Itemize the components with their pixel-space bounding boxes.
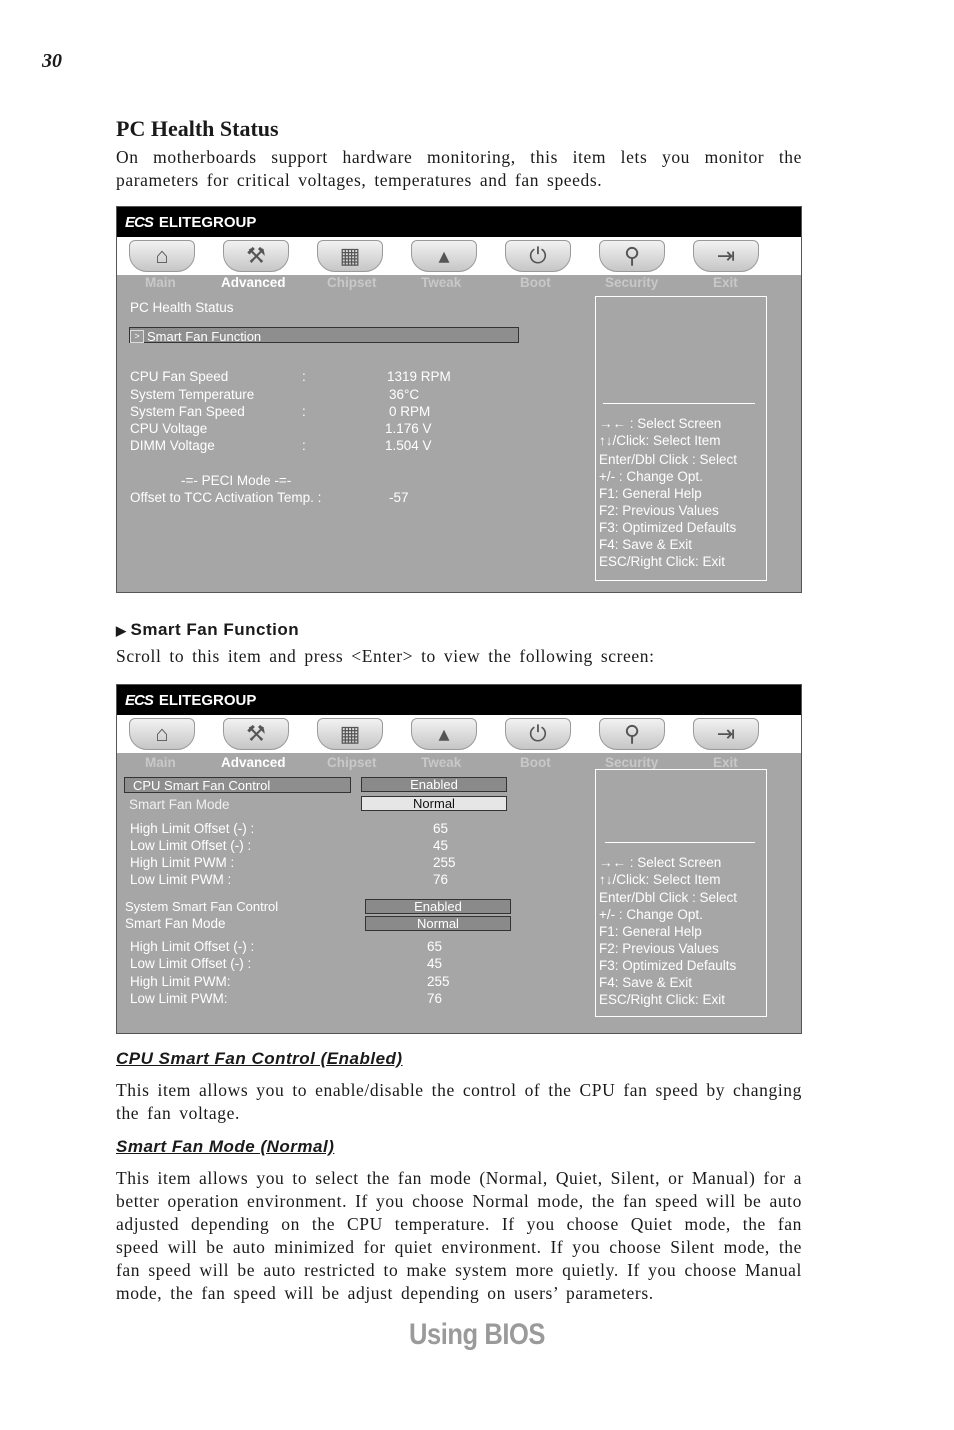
row-value: 1.176 V xyxy=(385,421,432,436)
tab-exit[interactable] xyxy=(687,717,765,751)
cpu-control-label: CPU Smart Fan Control xyxy=(133,778,271,793)
tab-label-tweak[interactable]: Tweak xyxy=(421,755,462,770)
tab-label-tweak[interactable]: Tweak xyxy=(421,275,462,290)
screen-heading: PC Health Status xyxy=(130,300,234,315)
row-label: DIMM Voltage xyxy=(130,438,215,453)
row-label: CPU Voltage xyxy=(130,421,208,436)
help-line: ↑↓/Click: Select Item xyxy=(599,433,721,448)
home-icon: ⌂ xyxy=(129,718,195,750)
tab-tweak[interactable] xyxy=(405,239,483,273)
row-value: 1.504 V xyxy=(385,438,432,453)
help-line: +/- : Change Opt. xyxy=(599,469,703,484)
row-label: System Temperature xyxy=(130,387,255,402)
tab-label-chipset[interactable]: Chipset xyxy=(327,755,377,770)
menu-item-label: Smart Fan Function xyxy=(147,329,262,344)
row-value: 0 RPM xyxy=(389,404,431,419)
row-value: 45 xyxy=(433,838,449,853)
tab-label-chipset[interactable]: Chipset xyxy=(327,275,377,290)
row-label: Low Limit Offset (-) : xyxy=(130,838,252,853)
tab-security[interactable] xyxy=(593,717,671,751)
wrench-icon: ⚒ xyxy=(223,240,289,272)
bios-header xyxy=(117,207,801,237)
sys-control-value[interactable]: Enabled xyxy=(365,899,511,914)
tab-label-exit[interactable]: Exit xyxy=(713,275,738,290)
tab-security[interactable] xyxy=(593,239,671,273)
exit-door-icon: ⇥ xyxy=(693,240,759,272)
row-value: 255 xyxy=(433,855,456,870)
help-line: F3: Optimized Defaults xyxy=(599,958,737,973)
cpu-mode-value[interactable]: Normal xyxy=(361,796,507,811)
row-value: 65 xyxy=(433,821,449,836)
tab-label-main[interactable]: Main xyxy=(145,275,176,290)
row-value: 36°C xyxy=(389,387,420,402)
sys-mode-label: Smart Fan Mode xyxy=(125,916,226,931)
ecs-logo: ECS xyxy=(125,691,153,709)
row-label: System Fan Speed xyxy=(130,404,245,419)
cpu-control-heading: CPU Smart Fan Control (Enabled) xyxy=(116,1049,403,1068)
chart-icon: ▴ xyxy=(411,718,477,750)
tab-boot[interactable] xyxy=(499,239,577,273)
help-divider xyxy=(605,842,755,843)
smart-fan-menu-item[interactable] xyxy=(129,327,519,343)
bios-header xyxy=(117,685,801,715)
help-line: Enter/Dbl Click : Select xyxy=(599,452,738,467)
cpu-control-value[interactable]: Enabled xyxy=(361,777,507,792)
tab-advanced[interactable] xyxy=(217,717,295,751)
page-number: 30 xyxy=(42,50,62,72)
row-value: 45 xyxy=(427,956,443,971)
help-divider xyxy=(603,403,755,404)
tab-main[interactable] xyxy=(123,717,201,751)
tab-boot[interactable] xyxy=(499,717,577,751)
sys-control-label: System Smart Fan Control xyxy=(125,899,279,914)
row-label: Low Limit PWM : xyxy=(130,872,232,887)
key-icon: ⚲ xyxy=(599,718,665,750)
fan-mode-paragraph: This item allows you to select the fan mode (Normal, Quiet, Silent, or Manual) for a better operation environment. If you choose Normal mode, the fan speed will be auto adjusted depending on the CPU temperature. If you choose Quiet mode, the fan speed will be auto minimized for quiet environment. If you choose Silent mode, the fan speed will be auto restricted to make system more quietly. If you choose Manual mode, the fan speed will be adjust depending on users’ parameters. xyxy=(116,1168,802,1303)
chart-icon: ▴ xyxy=(411,240,477,272)
tab-label-advanced[interactable]: Advanced xyxy=(221,275,286,290)
submenu-arrow-icon: > xyxy=(130,330,144,343)
help-line: F4: Save & Exit xyxy=(599,975,693,990)
bios-screen-health xyxy=(116,206,802,593)
section-title: PC Health Status xyxy=(116,116,279,141)
footer-title: Using BIOS xyxy=(408,1318,545,1351)
help-line: F2: Previous Values xyxy=(599,503,719,518)
wrench-icon: ⚒ xyxy=(223,718,289,750)
tab-label-boot[interactable]: Boot xyxy=(520,275,551,290)
row-label: High Limit PWM : xyxy=(130,855,235,870)
sys-mode-value[interactable]: Normal xyxy=(365,916,511,931)
cpu-smart-fan-control-row[interactable] xyxy=(124,777,351,793)
tab-label-security[interactable]: Security xyxy=(605,275,659,290)
tab-label-advanced[interactable]: Advanced xyxy=(221,755,286,770)
row-value: 65 xyxy=(427,939,443,954)
help-line: +/- : Change Opt. xyxy=(599,907,703,922)
help-line: ESC/Right Click: Exit xyxy=(599,992,726,1007)
tab-chipset[interactable] xyxy=(311,717,389,751)
intro-paragraph: On motherboards support hardware monitoring, this item lets you monitor the parameters for critical voltages, temperatures and fan speeds. xyxy=(116,147,802,190)
help-line: F3: Optimized Defaults xyxy=(599,520,737,535)
row-sep: : xyxy=(302,438,306,453)
tab-label-main[interactable]: Main xyxy=(145,755,176,770)
help-line: F1: General Help xyxy=(599,924,702,939)
tcc-label: Offset to TCC Activation Temp. : xyxy=(130,490,322,505)
row-label: Low Limit PWM: xyxy=(130,991,228,1006)
help-line: F1: General Help xyxy=(599,486,702,501)
tab-advanced[interactable] xyxy=(217,239,295,273)
tab-label-boot[interactable]: Boot xyxy=(520,755,551,770)
row-label: Low Limit Offset (-) : xyxy=(130,956,252,971)
help-line: Enter/Dbl Click : Select xyxy=(599,890,738,905)
help-line: F2: Previous Values xyxy=(599,941,719,956)
bios-screen-smart-fan xyxy=(116,684,802,1034)
tab-chipset[interactable] xyxy=(311,239,389,273)
row-value: 76 xyxy=(427,991,443,1006)
tab-icon-bar xyxy=(117,715,801,753)
row-value: 1319 RPM xyxy=(387,369,451,384)
chip-icon: ▦ xyxy=(317,718,383,750)
help-line: ESC/Right Click: Exit xyxy=(599,554,726,569)
cpu-mode-label: Smart Fan Mode xyxy=(129,797,230,812)
fan-mode-heading: Smart Fan Mode (Normal) xyxy=(116,1137,335,1156)
row-label: High Limit PWM: xyxy=(130,974,231,989)
help-line: ↑↓/Click: Select Item xyxy=(599,872,721,887)
row-sep: : xyxy=(302,404,306,419)
ecs-logo: ECS xyxy=(125,213,153,231)
smart-fan-paragraph: Scroll to this item and press <Enter> to view the following screen: xyxy=(116,646,655,666)
row-value: 255 xyxy=(427,974,450,989)
key-icon: ⚲ xyxy=(599,240,665,272)
tab-exit[interactable] xyxy=(687,239,765,273)
row-label: High Limit Offset (-) : xyxy=(130,821,255,836)
row-value: 76 xyxy=(433,872,449,887)
row-sep: : xyxy=(302,369,306,384)
help-line: F4: Save & Exit xyxy=(599,537,693,552)
tcc-value: -57 xyxy=(389,490,409,505)
power-icon: ⏻ xyxy=(505,240,571,272)
row-label: CPU Fan Speed xyxy=(130,369,229,384)
exit-door-icon: ⇥ xyxy=(693,718,759,750)
help-line: →← : Select Screen xyxy=(599,416,722,431)
smart-fan-heading xyxy=(116,620,299,640)
home-icon: ⌂ xyxy=(129,240,195,272)
bios-brand: ELITEGROUP xyxy=(158,213,257,231)
tab-icon-bar xyxy=(117,237,801,275)
tab-label-exit[interactable]: Exit xyxy=(713,755,738,770)
tab-label-security[interactable]: Security xyxy=(605,755,659,770)
row-label: High Limit Offset (-) : xyxy=(130,939,255,954)
help-line: →← : Select Screen xyxy=(599,855,722,870)
smart-fan-heading-text: Smart Fan Function xyxy=(130,620,300,639)
bios-brand: ELITEGROUP xyxy=(158,691,257,709)
tab-tweak[interactable] xyxy=(405,717,483,751)
peci-heading: -=- PECI Mode -=- xyxy=(181,473,292,488)
chip-icon: ▦ xyxy=(317,240,383,272)
triangle-bullet-icon: ▶ xyxy=(116,623,127,638)
tab-labels xyxy=(117,275,801,293)
tab-main[interactable] xyxy=(123,239,201,273)
cpu-control-paragraph: This item allows you to enable/disable the control of the CPU fan speed by changing the fan voltage. xyxy=(116,1080,802,1123)
power-icon: ⏻ xyxy=(505,718,571,750)
